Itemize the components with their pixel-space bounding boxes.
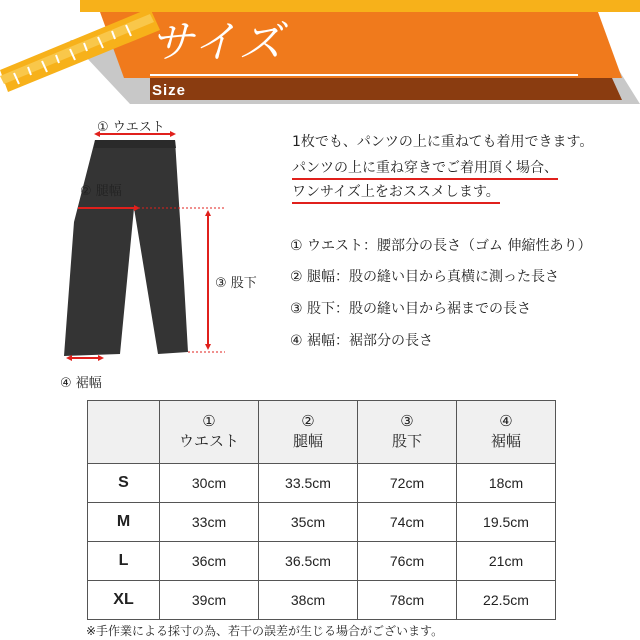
note-line-3: ワンサイズ上をおススメします。 <box>292 183 500 204</box>
definition-thigh: ② 腿幅：股の縫い目から真横に測った長さ <box>290 269 559 285</box>
cell-waist: 30cm <box>160 464 259 503</box>
cell-inseam: 74cm <box>358 503 457 542</box>
cell-hem: 19.5cm <box>457 503 556 542</box>
size-label: L <box>88 542 160 581</box>
cell-inseam: 78cm <box>358 581 457 620</box>
table-row <box>88 503 556 542</box>
definition-waist: ① ウエスト：腰部分の長さ（ゴム 伸縮性あり） <box>290 238 592 254</box>
definition-inseam: ③ 股下：股の縫い目から裾までの長さ <box>290 301 531 317</box>
size-label: S <box>88 464 160 503</box>
header-label: 腿幅 <box>292 433 323 450</box>
size-label: XL <box>88 581 160 620</box>
header-waist <box>160 401 259 464</box>
cell-inseam: 76cm <box>358 542 457 581</box>
cell-waist: 36cm <box>160 542 259 581</box>
diagram-label-hem: ④ 裾幅 <box>60 376 102 391</box>
diagram-label-inseam: ③ 股下 <box>215 276 257 291</box>
note-line-1: 1枚でも、パンツの上に重ねても着用できます。 <box>292 134 594 150</box>
header-thigh <box>259 401 358 464</box>
cell-thigh: 36.5cm <box>259 542 358 581</box>
header-number: ③ <box>400 413 414 430</box>
diagram-label-thigh: ② 腿幅 <box>80 184 122 199</box>
cell-waist: 33cm <box>160 503 259 542</box>
header-number: ① <box>202 413 216 430</box>
cell-hem: 18cm <box>457 464 556 503</box>
note-line-2: パンツの上に重ね穿きでご着用頂く場合、 <box>292 159 558 180</box>
size-table <box>87 400 556 620</box>
header-banner <box>0 0 640 108</box>
pants-icon <box>50 112 290 392</box>
cell-thigh: 38cm <box>259 581 358 620</box>
table-corner-cell <box>88 401 160 464</box>
table-row <box>88 542 556 581</box>
cell-thigh: 33.5cm <box>259 464 358 503</box>
header-number: ② <box>301 413 315 430</box>
diagram-label-waist: ① ウエスト <box>97 120 165 135</box>
cell-waist: 39cm <box>160 581 259 620</box>
cell-hem: 21cm <box>457 542 556 581</box>
header-inseam <box>358 401 457 464</box>
header-label: 裾幅 <box>490 433 521 450</box>
cell-inseam: 72cm <box>358 464 457 503</box>
header-hem <box>457 401 556 464</box>
size-label: M <box>88 503 160 542</box>
header-label: 股下 <box>391 433 422 450</box>
table-header-row <box>88 401 556 464</box>
table-row <box>88 581 556 620</box>
header-number: ④ <box>499 413 513 430</box>
header-label: ウエスト <box>178 433 239 450</box>
cell-hem: 22.5cm <box>457 581 556 620</box>
footnote: ※手作業による採寸の為、若干の誤差が生じる場合がございます。 <box>86 624 444 638</box>
page-title: サイズ <box>150 17 285 68</box>
pants-diagram <box>50 112 290 392</box>
banner-graphic <box>0 0 640 108</box>
definition-hem: ④ 裾幅：裾部分の長さ <box>290 333 434 349</box>
table-row <box>88 464 556 503</box>
page-subtitle: Size <box>152 82 187 99</box>
cell-thigh: 35cm <box>259 503 358 542</box>
